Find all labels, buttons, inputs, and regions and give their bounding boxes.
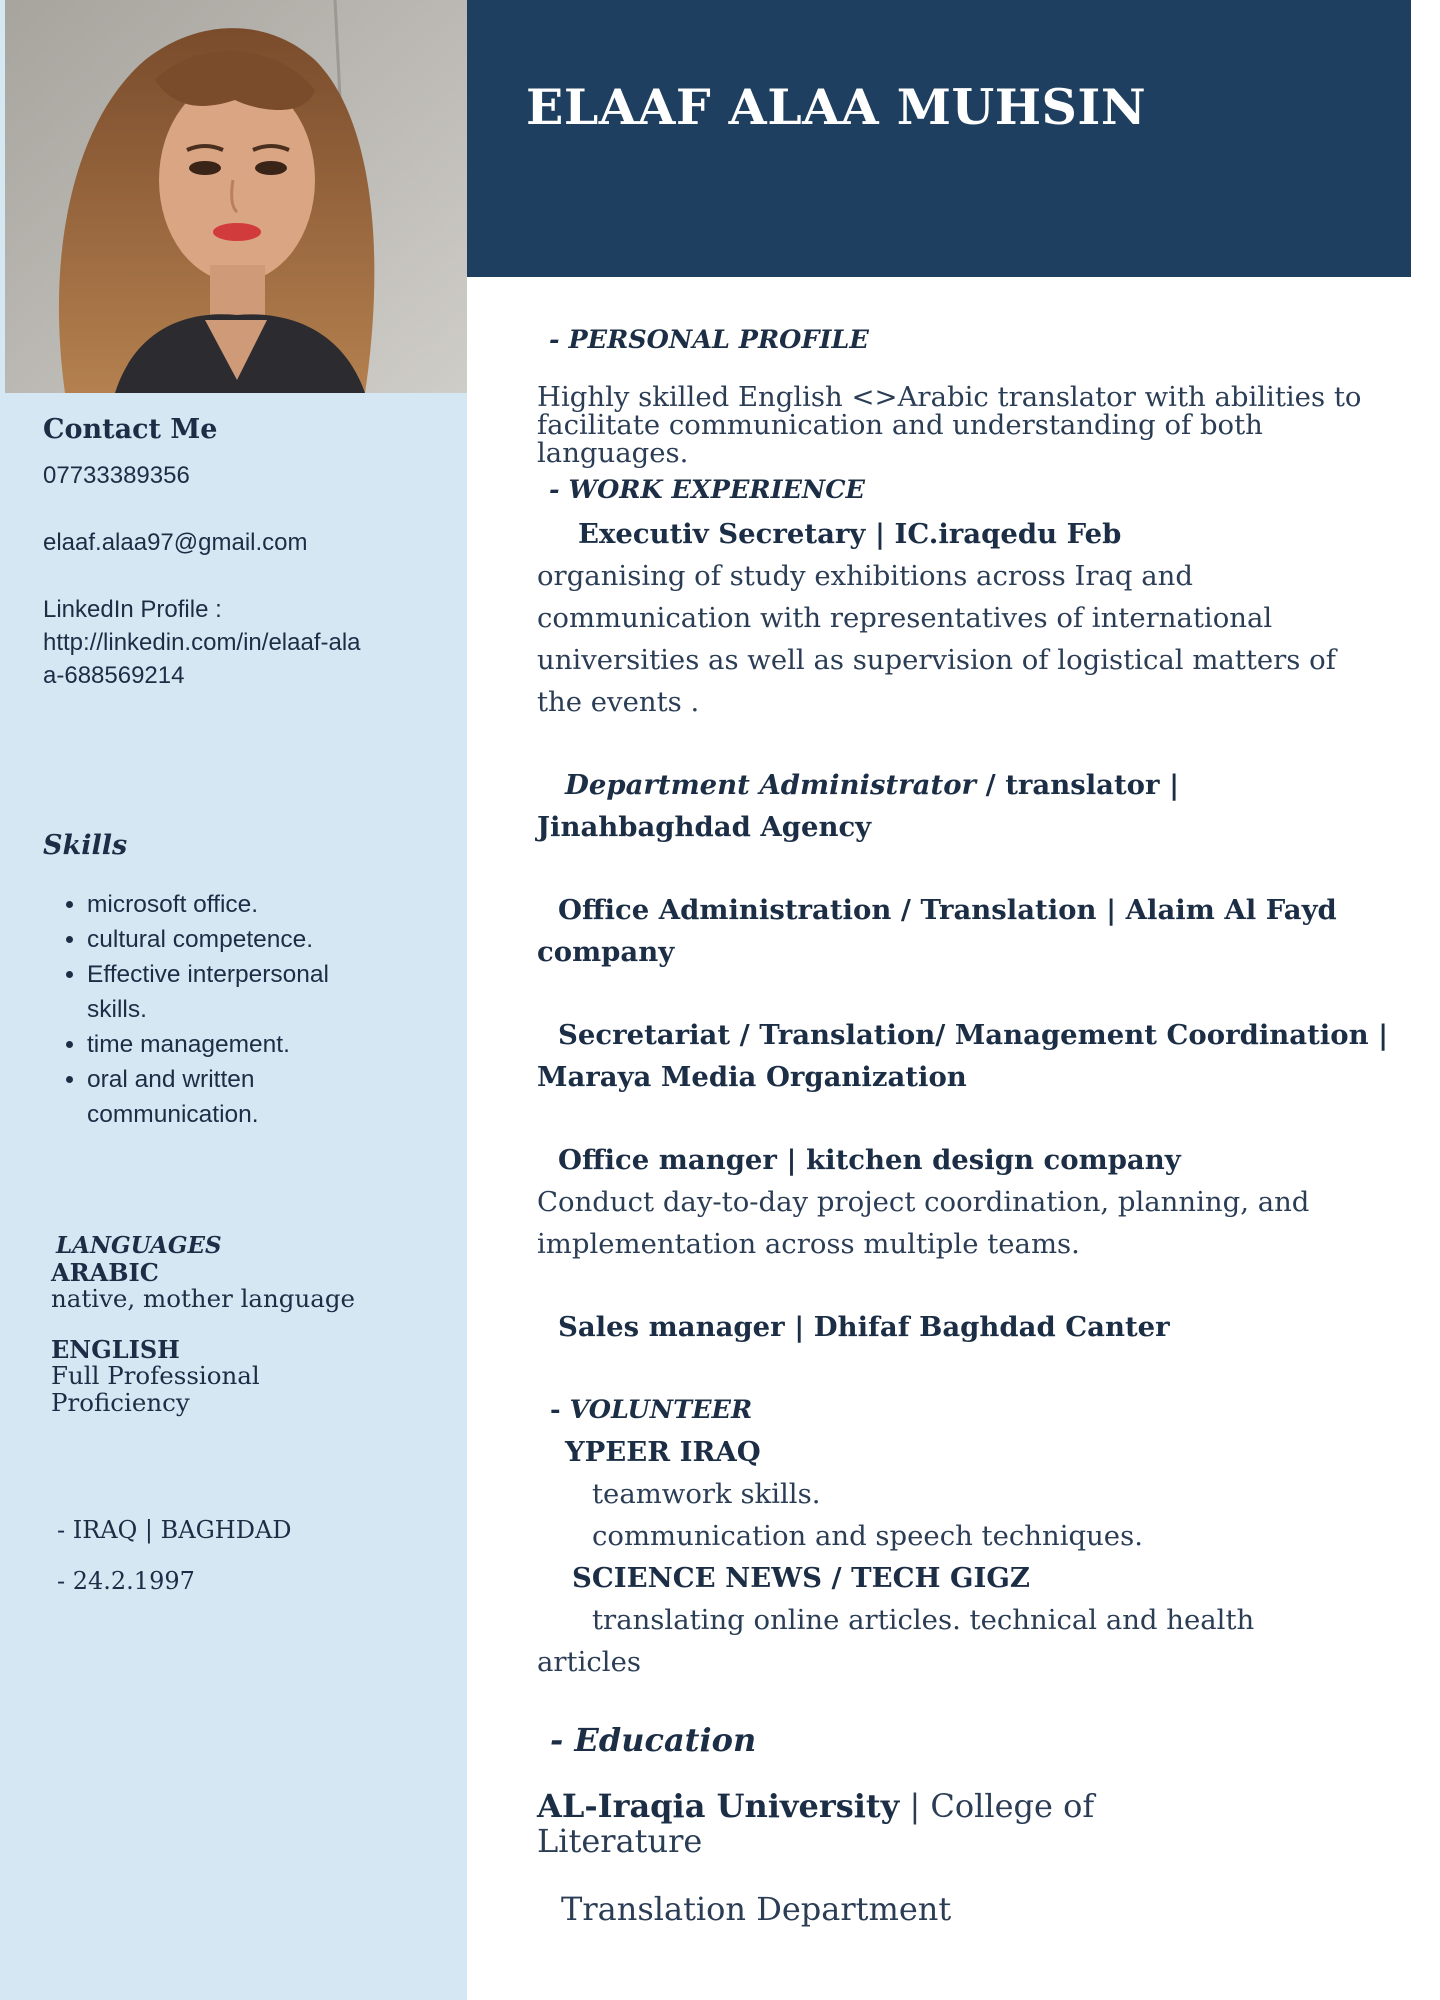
volunteer-section-title xyxy=(550,1395,752,1425)
skill-item: • cultural competence. xyxy=(87,922,383,957)
job-title: Executiv Secretary | IC.iraqedu Feb xyxy=(578,518,1122,550)
job-title: Sales manager | Dhifaf Baghdad Canter xyxy=(558,1311,1170,1343)
skill-item: • oral and written communication. xyxy=(87,1062,383,1132)
job-title xyxy=(537,764,1387,848)
contact-info xyxy=(43,459,373,693)
volunteer-dash: - xyxy=(550,1395,570,1425)
job-title: Secretariat / Translation/ Management Coordination | Maraya Media Organization xyxy=(537,1019,1389,1094)
volunteer-org: SCIENCE NEWS / TECH GIGZ xyxy=(572,1562,1030,1594)
portrait-illustration xyxy=(5,0,467,393)
candidate-name: ELAAF ALAA MUHSIN xyxy=(526,78,1147,136)
contact-title: Contact Me xyxy=(43,414,218,445)
education-section-title: - Education xyxy=(550,1721,757,1759)
profile-section-title: - PERSONAL PROFILE xyxy=(549,325,869,355)
skill-item: • time management. xyxy=(87,1027,383,1062)
header-band xyxy=(467,0,1411,277)
job-title: Office Administration / Translation | Alaim Al Fayd company xyxy=(537,894,1337,969)
language-level: Full Professional Proficiency xyxy=(51,1361,260,1418)
email-address: elaaf.alaa97@gmail.com xyxy=(43,529,308,557)
language-english xyxy=(51,1337,311,1417)
birthdate: - 24.2.1997 xyxy=(57,1567,195,1595)
linkedin-link[interactable]: http://linkedin.com/in/elaaf-alaa-688569214 xyxy=(43,629,361,690)
job-title-rest: / translator | Jinahbaghdad Agency xyxy=(537,769,1180,844)
job-description: Conduct day-to-day project coordination, planning, and implementation across multiple teams. xyxy=(537,1186,1310,1261)
linkedin-label: LinkedIn Profile : xyxy=(43,596,222,624)
profile-text: Highly skilled English <>Arabic translator with abilities to facilitate communication and understanding of both languages. xyxy=(537,381,1362,470)
skill-item: • Effective interpersonal skills. xyxy=(87,957,383,1027)
volunteer-item: teamwork skills. xyxy=(592,1478,821,1510)
skill-item: • microsoft office. xyxy=(87,887,383,922)
skills-list xyxy=(43,887,383,1132)
languages-title: LANGUAGES xyxy=(56,1232,222,1259)
language-name: ARABIC xyxy=(51,1258,159,1287)
work-section-title: - WORK EXPERIENCE xyxy=(549,475,865,505)
education-department: Translation Department xyxy=(561,1890,952,1928)
linkedin-block xyxy=(43,593,373,692)
volunteer-title: VOLUNTEER xyxy=(569,1395,753,1425)
skills-title: Skills xyxy=(43,830,128,861)
education-university xyxy=(537,1789,1117,1858)
volunteer-item: translating online articles. technical and health articles xyxy=(537,1604,1255,1679)
language-level: native, mother language xyxy=(51,1284,356,1314)
job-description: organising of study exhibitions across Iraq and communication with representatives of international universities as well as supervision of logistical matters of the events . xyxy=(537,560,1336,719)
profile-photo xyxy=(5,0,467,393)
phone-number: 07733389356 xyxy=(43,462,190,489)
college-name: | College of Literature xyxy=(537,1787,1095,1860)
location: - IRAQ | BAGHDAD xyxy=(57,1516,292,1544)
university-name: AL-Iraqia University xyxy=(537,1787,900,1825)
volunteer-org: YPEER IRAQ xyxy=(565,1436,761,1468)
job-title: Office manger | kitchen design company xyxy=(558,1144,1181,1176)
language-name: ENGLISH xyxy=(51,1335,180,1364)
job-title-italic: Department Administrator xyxy=(565,769,977,801)
language-arabic xyxy=(51,1260,381,1313)
volunteer-item: communication and speech techniques. xyxy=(592,1520,1143,1552)
